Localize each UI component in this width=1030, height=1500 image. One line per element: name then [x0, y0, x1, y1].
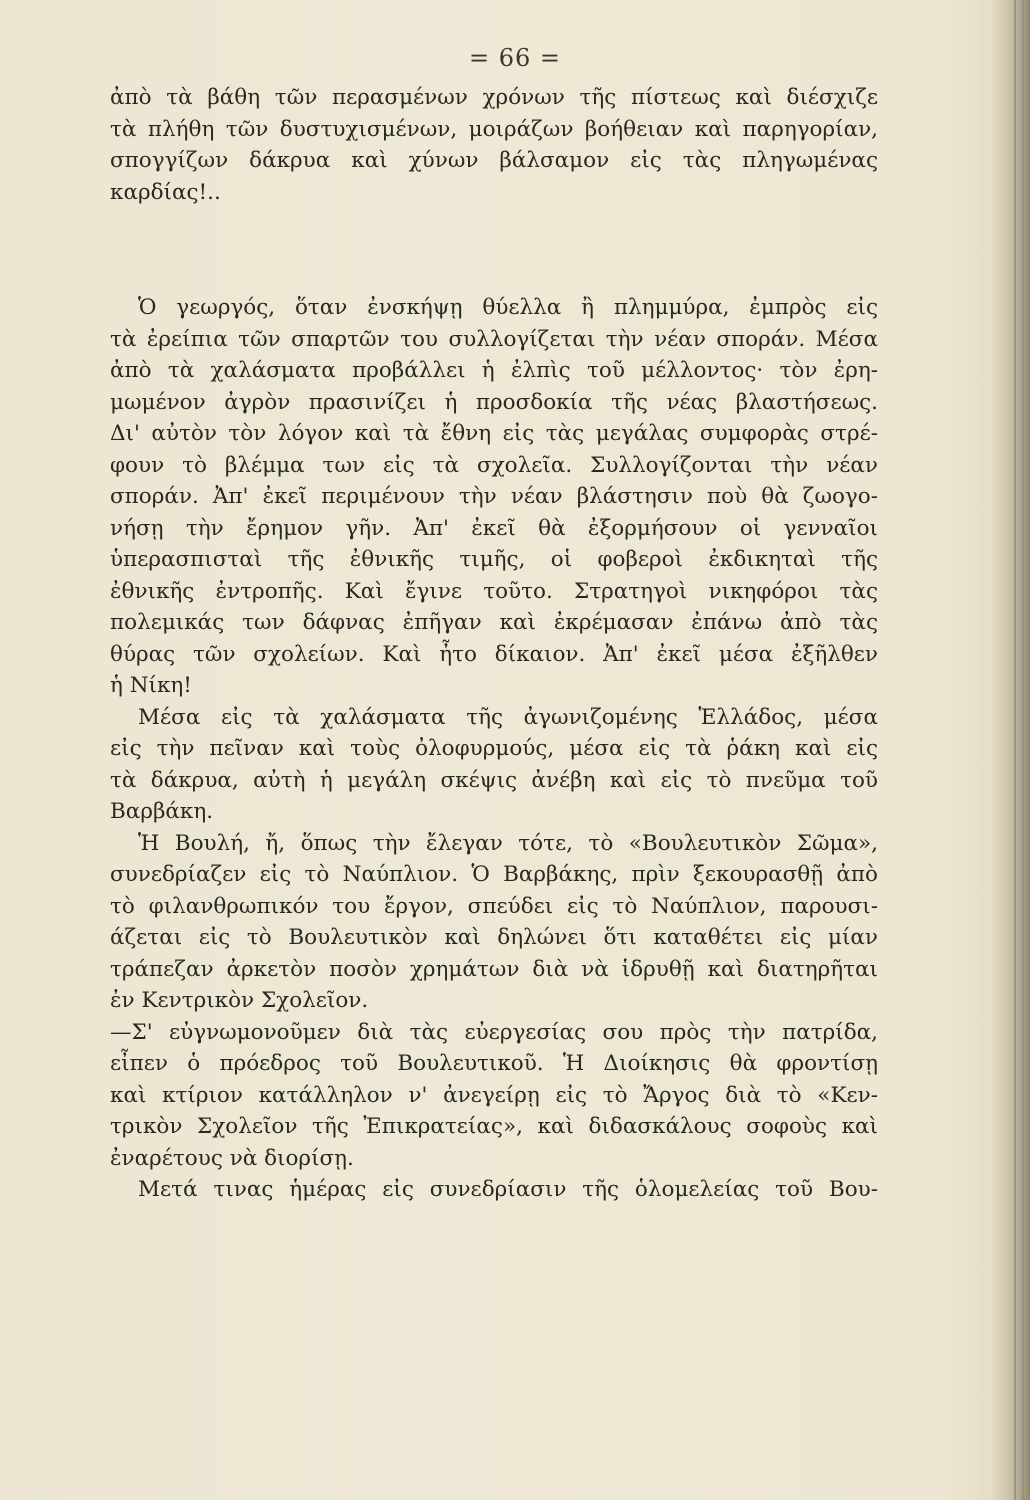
text-line: ὑπερασπισταὶ τῆς ἐθνικῆς τιμῆς, οἱ φοβεροὶ ἐκδικηταὶ τῆς [110, 547, 878, 572]
text-line: Δι' αὐτὸν τὸν λόγον καὶ τὰ ἔθνη εἰς τὰς μεγάλας συμφορὰς στρέ- [110, 421, 878, 446]
text-line: ἡ Νίκη! [110, 673, 192, 698]
text-line: εἰς τὴν πεῖναν καὶ τοὺς ὀλοφυρμούς, μέσα εἰς τὰ ῥάκη καὶ εἰς [110, 736, 878, 761]
text-line: συνεδρίαζεν εἰς τὸ Ναύπλιον. Ὁ Βαρβάκης, πρὶν ξεκουρασθῇ ἀπὸ [110, 862, 878, 887]
text-line: τὸ φιλανθρωπικόν του ἔργον, σπεύδει εἰς τὸ Ναύπλιον, παρουσι- [110, 893, 878, 919]
page-edge-shadow [990, 0, 1030, 1500]
text-line: καὶ κτίριον κατάλληλον ν' ἀνεγείρῃ εἰς τὸ Ἄργος διὰ τὸ «Κεν- [110, 1082, 878, 1108]
text-line: ἐναρέτους νὰ διορίσῃ. [110, 1145, 354, 1171]
text-line: νήσῃ τὴν ἔρημον γῆν. Ἀπ' ἐκεῖ θὰ ἐξορμήσουν οἱ γενναῖοι [110, 515, 878, 541]
page-number: = 66 = [468, 44, 561, 72]
text-line: μωμένον ἀγρὸν πρασινίζει ἡ προσδοκία τῆς νέας βλαστήσεως. [110, 389, 878, 415]
text-line: ἀπὸ τὰ χαλάσματα προβάλλει ἡ ἐλπὶς τοῦ μέλλοντος· τὸν ἐρη- [110, 358, 878, 383]
text-line: σπογγίζων δάκρυα καὶ χύνων βάλσαμον εἰς τὰς πληγωμένας [110, 148, 878, 173]
text-line: τὰ ἐρείπια τῶν σπαρτῶν του συλλογίζεται τὴν νέαν σποράν. Μέσα [110, 326, 878, 352]
text-line: άζεται εἰς τὸ Βουλευτικὸν καὶ δηλώνει ὅτι καταθέτει εἰς μίαν [110, 925, 878, 950]
page-edge-line [1014, 0, 1016, 1500]
text-line: ἐν Κεντρικὸν Σχολεῖον. [110, 988, 369, 1013]
text-line: τράπεζαν ἀρκετὸν ποσὸν χρημάτων διὰ νὰ ἱδρυθῇ καὶ διατηρῆται [110, 956, 878, 982]
text-line: ἀπὸ τὰ βάθη τῶν περασμένων χρόνων τῆς πίστεως καὶ διέσχιζε [110, 85, 878, 110]
text-line: φουν τὸ βλέμμα των εἰς τὰ σχολεῖα. Συλλογίζονται τὴν νέαν [110, 452, 878, 478]
text-line: σποράν. Ἀπ' ἐκεῖ περιμένουν τὴν νέαν βλάστησιν ποὺ θὰ ζωογο- [110, 484, 878, 509]
body-text [110, 82, 878, 1206]
text-line: —Σ' εὐγνωμονοῦμεν διὰ τὰς εὐεργεσίας σου πρὸς τὴν πατρίδα, [110, 1019, 878, 1045]
text-line: θύρας τῶν σχολείων. Καὶ ἦτο δίκαιον. Ἀπ' ἐκεῖ μέσα ἐξῆλθεν [110, 641, 878, 667]
text-line: τὰ δάκρυα, αὐτὴ ἡ μεγάλη σκέψις ἀνέβη καὶ εἰς τὸ πνεῦμα τοῦ [110, 767, 878, 793]
text-line: Μετά τινας ἡμέρας εἰς συνεδρίασιν τῆς ὁλομελείας τοῦ Βου- [138, 1177, 878, 1202]
text-line: Ἡ Βουλή, ἤ, ὅπως τὴν ἔλεγαν τότε, τὸ «Βουλευτικὸν Σῶμα», [138, 830, 878, 856]
text-line: πολεμικάς των δάφνας ἐπῆγαν καὶ ἐκρέμασαν ἐπάνω ἀπὸ τὰς [110, 610, 878, 635]
text-line: καρδίας!.. [110, 179, 221, 205]
text-line: Μέσα εἰς τὰ χαλάσματα τῆς ἀγωνιζομένης Ἑλλάδος, μέσα [138, 704, 878, 730]
text-line: εἶπεν ὁ πρόεδρος τοῦ Βουλευτικοῦ. Ἡ Διοίκησις θὰ φροντίσῃ [110, 1051, 878, 1076]
text-line: Ὁ γεωργός, ὅταν ἐνσκήψῃ θύελλα ἢ πλημμύρα, ἐμπρὸς εἰς [138, 295, 878, 320]
text-line: τὰ πλήθη τῶν δυστυχισμένων, μοιράζων βοήθειαν καὶ παρηγορίαν, [110, 116, 878, 142]
text-line: ἐθνικῆς ἐντροπῆς. Καὶ ἔγινε τοῦτο. Στρατηγοὶ νικηφόροι τὰς [110, 578, 878, 604]
page-edge-line [1022, 0, 1024, 1500]
text-line: τρικὸν Σχολεῖον τῆς Ἐπικρατείας», καὶ διδασκάλους σοφοὺς καὶ [110, 1114, 878, 1139]
text-line: Βαρβάκη. [110, 799, 214, 824]
paragraph-gap [110, 208, 878, 292]
